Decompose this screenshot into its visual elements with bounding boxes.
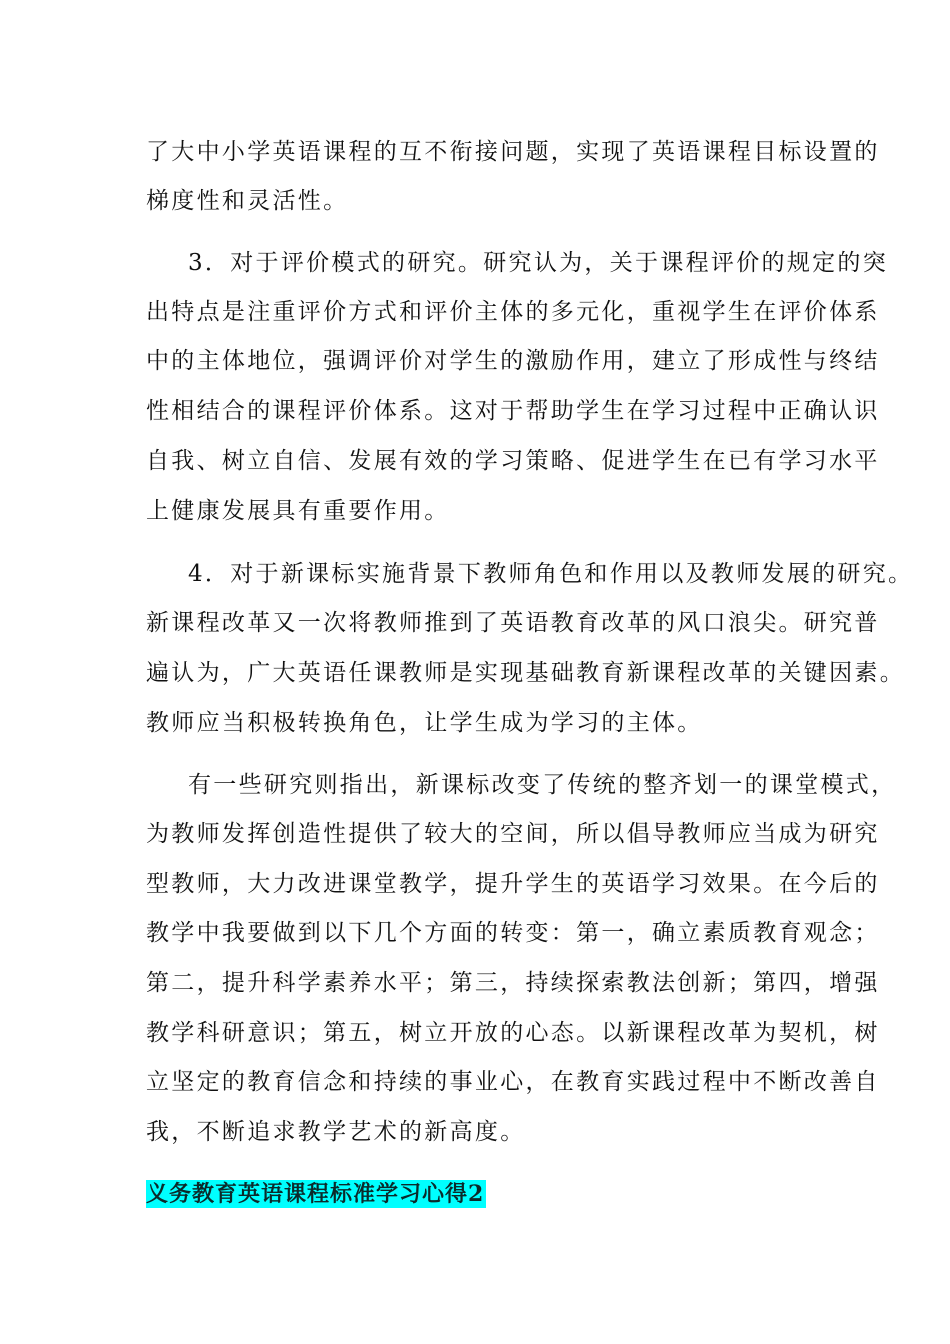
paragraph-line: 出特点是注重评价方式和评价主体的多元化，重视学生在评价体系 (146, 299, 880, 325)
paragraph-line: 中的主体地位，强调评价对学生的激励作用，建立了形成性与终结 (146, 348, 880, 374)
paragraph-line: 为教师发挥创造性提供了较大的空间，所以倡导教师应当成为研究 (146, 821, 880, 847)
paragraph-line: 了大中小学英语课程的互不衔接问题，实现了英语课程目标设置的 (146, 139, 880, 165)
paragraph-line: 遍认为，广大英语任课教师是实现基础教育新课程改革的关键因素。 (146, 660, 905, 686)
paragraph-line: 4．对于新课标实施背景下教师角色和作用以及教师发展的研究。 (188, 561, 914, 587)
paragraph-line: 我，不断追求教学艺术的新高度。 (146, 1119, 526, 1145)
paragraph-line: 新课程改革又一次将教师推到了英语教育改革的风口浪尖。研究普 (146, 610, 880, 636)
paragraph-line: 上健康发展具有重要作用。 (146, 498, 450, 524)
paragraph-line: 立坚定的教育信念和持续的事业心，在教育实践过程中不断改善自 (146, 1069, 880, 1095)
paragraph-line: 性相结合的课程评价体系。这对于帮助学生在学习过程中正确认识 (146, 398, 880, 424)
paragraph-line: 教学科研意识；第五，树立开放的心态。以新课程改革为契机，树 (146, 1020, 880, 1046)
paragraph-line: 第二，提升科学素养水平；第三，持续探索教法创新；第四，增强 (146, 970, 880, 996)
paragraph-line: 自我、树立自信、发展有效的学习策略、促进学生在已有学习水平 (146, 448, 880, 474)
paragraph-line: 有一些研究则指出，新课标改变了传统的整齐划一的课堂模式， (188, 772, 897, 798)
paragraph-line: 梯度性和灵活性。 (146, 188, 349, 214)
paragraph-line: 型教师，大力改进课堂教学，提升学生的英语学习效果。在今后的 (146, 871, 880, 897)
section-heading: 义务教育英语课程标准学习心得2 (146, 1181, 485, 1207)
paragraph-line: 3．对于评价模式的研究。研究认为，关于课程评价的规定的突 (188, 250, 889, 276)
paragraph-line: 教师应当积极转换角色，让学生成为学习的主体。 (146, 710, 703, 736)
paragraph-line: 教学中我要做到以下几个方面的转变：第一，确立素质教育观念； (146, 920, 880, 946)
